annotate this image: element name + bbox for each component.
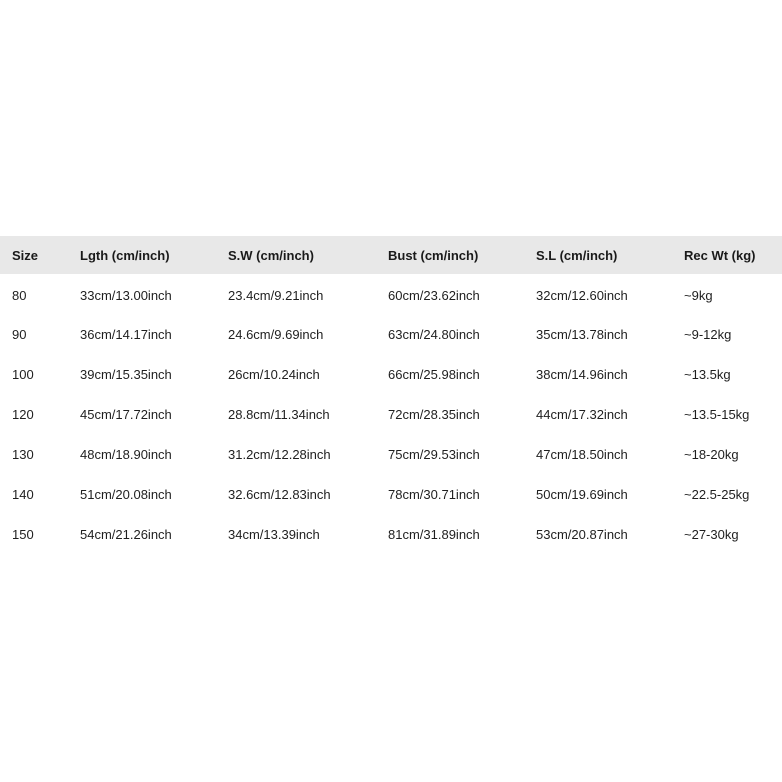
cell-length: 36cm/14.17inch bbox=[80, 326, 172, 342]
header-size: Size bbox=[12, 247, 39, 263]
cell-recommended-weight: ~27-30kg bbox=[684, 526, 739, 542]
cell-recommended-weight: ~13.5-15kg bbox=[684, 406, 750, 422]
cell-recommended-weight: ~18-20kg bbox=[684, 446, 739, 462]
header-recommended-weight: Rec Wt (kg) bbox=[684, 247, 756, 263]
cell-length: 33cm/13.00inch bbox=[80, 287, 172, 303]
cell-bust: 72cm/28.35inch bbox=[388, 406, 480, 422]
cell-recommended-weight: ~22.5-25kg bbox=[684, 486, 750, 502]
table-row bbox=[0, 434, 782, 474]
cell-size: 150 bbox=[12, 526, 34, 542]
cell-length: 51cm/20.08inch bbox=[80, 486, 172, 502]
cell-length: 39cm/15.35inch bbox=[80, 366, 172, 382]
table-row bbox=[0, 354, 782, 394]
cell-shoulder-width: 28.8cm/11.34inch bbox=[228, 406, 330, 422]
cell-size: 120 bbox=[12, 406, 34, 422]
cell-size: 140 bbox=[12, 486, 34, 502]
cell-bust: 60cm/23.62inch bbox=[388, 287, 480, 303]
cell-size: 90 bbox=[12, 326, 27, 342]
header-bust: Bust (cm/inch) bbox=[388, 247, 479, 263]
cell-sleeve-length: 35cm/13.78inch bbox=[536, 326, 628, 342]
table-row bbox=[0, 474, 782, 514]
cell-shoulder-width: 26cm/10.24inch bbox=[228, 366, 320, 382]
cell-bust: 63cm/24.80inch bbox=[388, 326, 480, 342]
cell-bust: 66cm/25.98inch bbox=[388, 366, 480, 382]
cell-sleeve-length: 47cm/18.50inch bbox=[536, 446, 628, 462]
header-row bbox=[0, 236, 782, 274]
cell-sleeve-length: 50cm/19.69inch bbox=[536, 486, 628, 502]
cell-length: 48cm/18.90inch bbox=[80, 446, 172, 462]
header-shoulder-width: S.W (cm/inch) bbox=[228, 247, 314, 263]
cell-size: 130 bbox=[12, 446, 34, 462]
cell-bust: 75cm/29.53inch bbox=[388, 446, 480, 462]
cell-shoulder-width: 23.4cm/9.21inch bbox=[228, 287, 324, 303]
table-row bbox=[0, 514, 782, 554]
header-sleeve-length: S.L (cm/inch) bbox=[536, 247, 618, 263]
cell-recommended-weight: ~13.5kg bbox=[684, 366, 731, 382]
table-row bbox=[0, 274, 782, 314]
cell-sleeve-length: 32cm/12.60inch bbox=[536, 287, 628, 303]
cell-size: 100 bbox=[12, 366, 34, 382]
cell-recommended-weight: ~9kg bbox=[684, 287, 713, 303]
header-length: Lgth (cm/inch) bbox=[80, 247, 170, 263]
cell-shoulder-width: 24.6cm/9.69inch bbox=[228, 326, 324, 342]
cell-sleeve-length: 44cm/17.32inch bbox=[536, 406, 628, 422]
cell-sleeve-length: 53cm/20.87inch bbox=[536, 526, 628, 542]
size-chart-body bbox=[0, 274, 782, 554]
cell-sleeve-length: 38cm/14.96inch bbox=[536, 366, 628, 382]
table-row bbox=[0, 314, 782, 354]
cell-recommended-weight: ~9-12kg bbox=[684, 326, 732, 342]
cell-shoulder-width: 32.6cm/12.83inch bbox=[228, 486, 331, 502]
size-chart-header bbox=[0, 236, 782, 274]
cell-bust: 81cm/31.89inch bbox=[388, 526, 480, 542]
cell-shoulder-width: 31.2cm/12.28inch bbox=[228, 446, 331, 462]
table-row bbox=[0, 394, 782, 434]
cell-shoulder-width: 34cm/13.39inch bbox=[228, 526, 320, 542]
cell-length: 54cm/21.26inch bbox=[80, 526, 172, 542]
cell-bust: 78cm/30.71inch bbox=[388, 486, 480, 502]
size-chart-table bbox=[0, 236, 782, 554]
cell-size: 80 bbox=[12, 287, 27, 303]
cell-length: 45cm/17.72inch bbox=[80, 406, 172, 422]
